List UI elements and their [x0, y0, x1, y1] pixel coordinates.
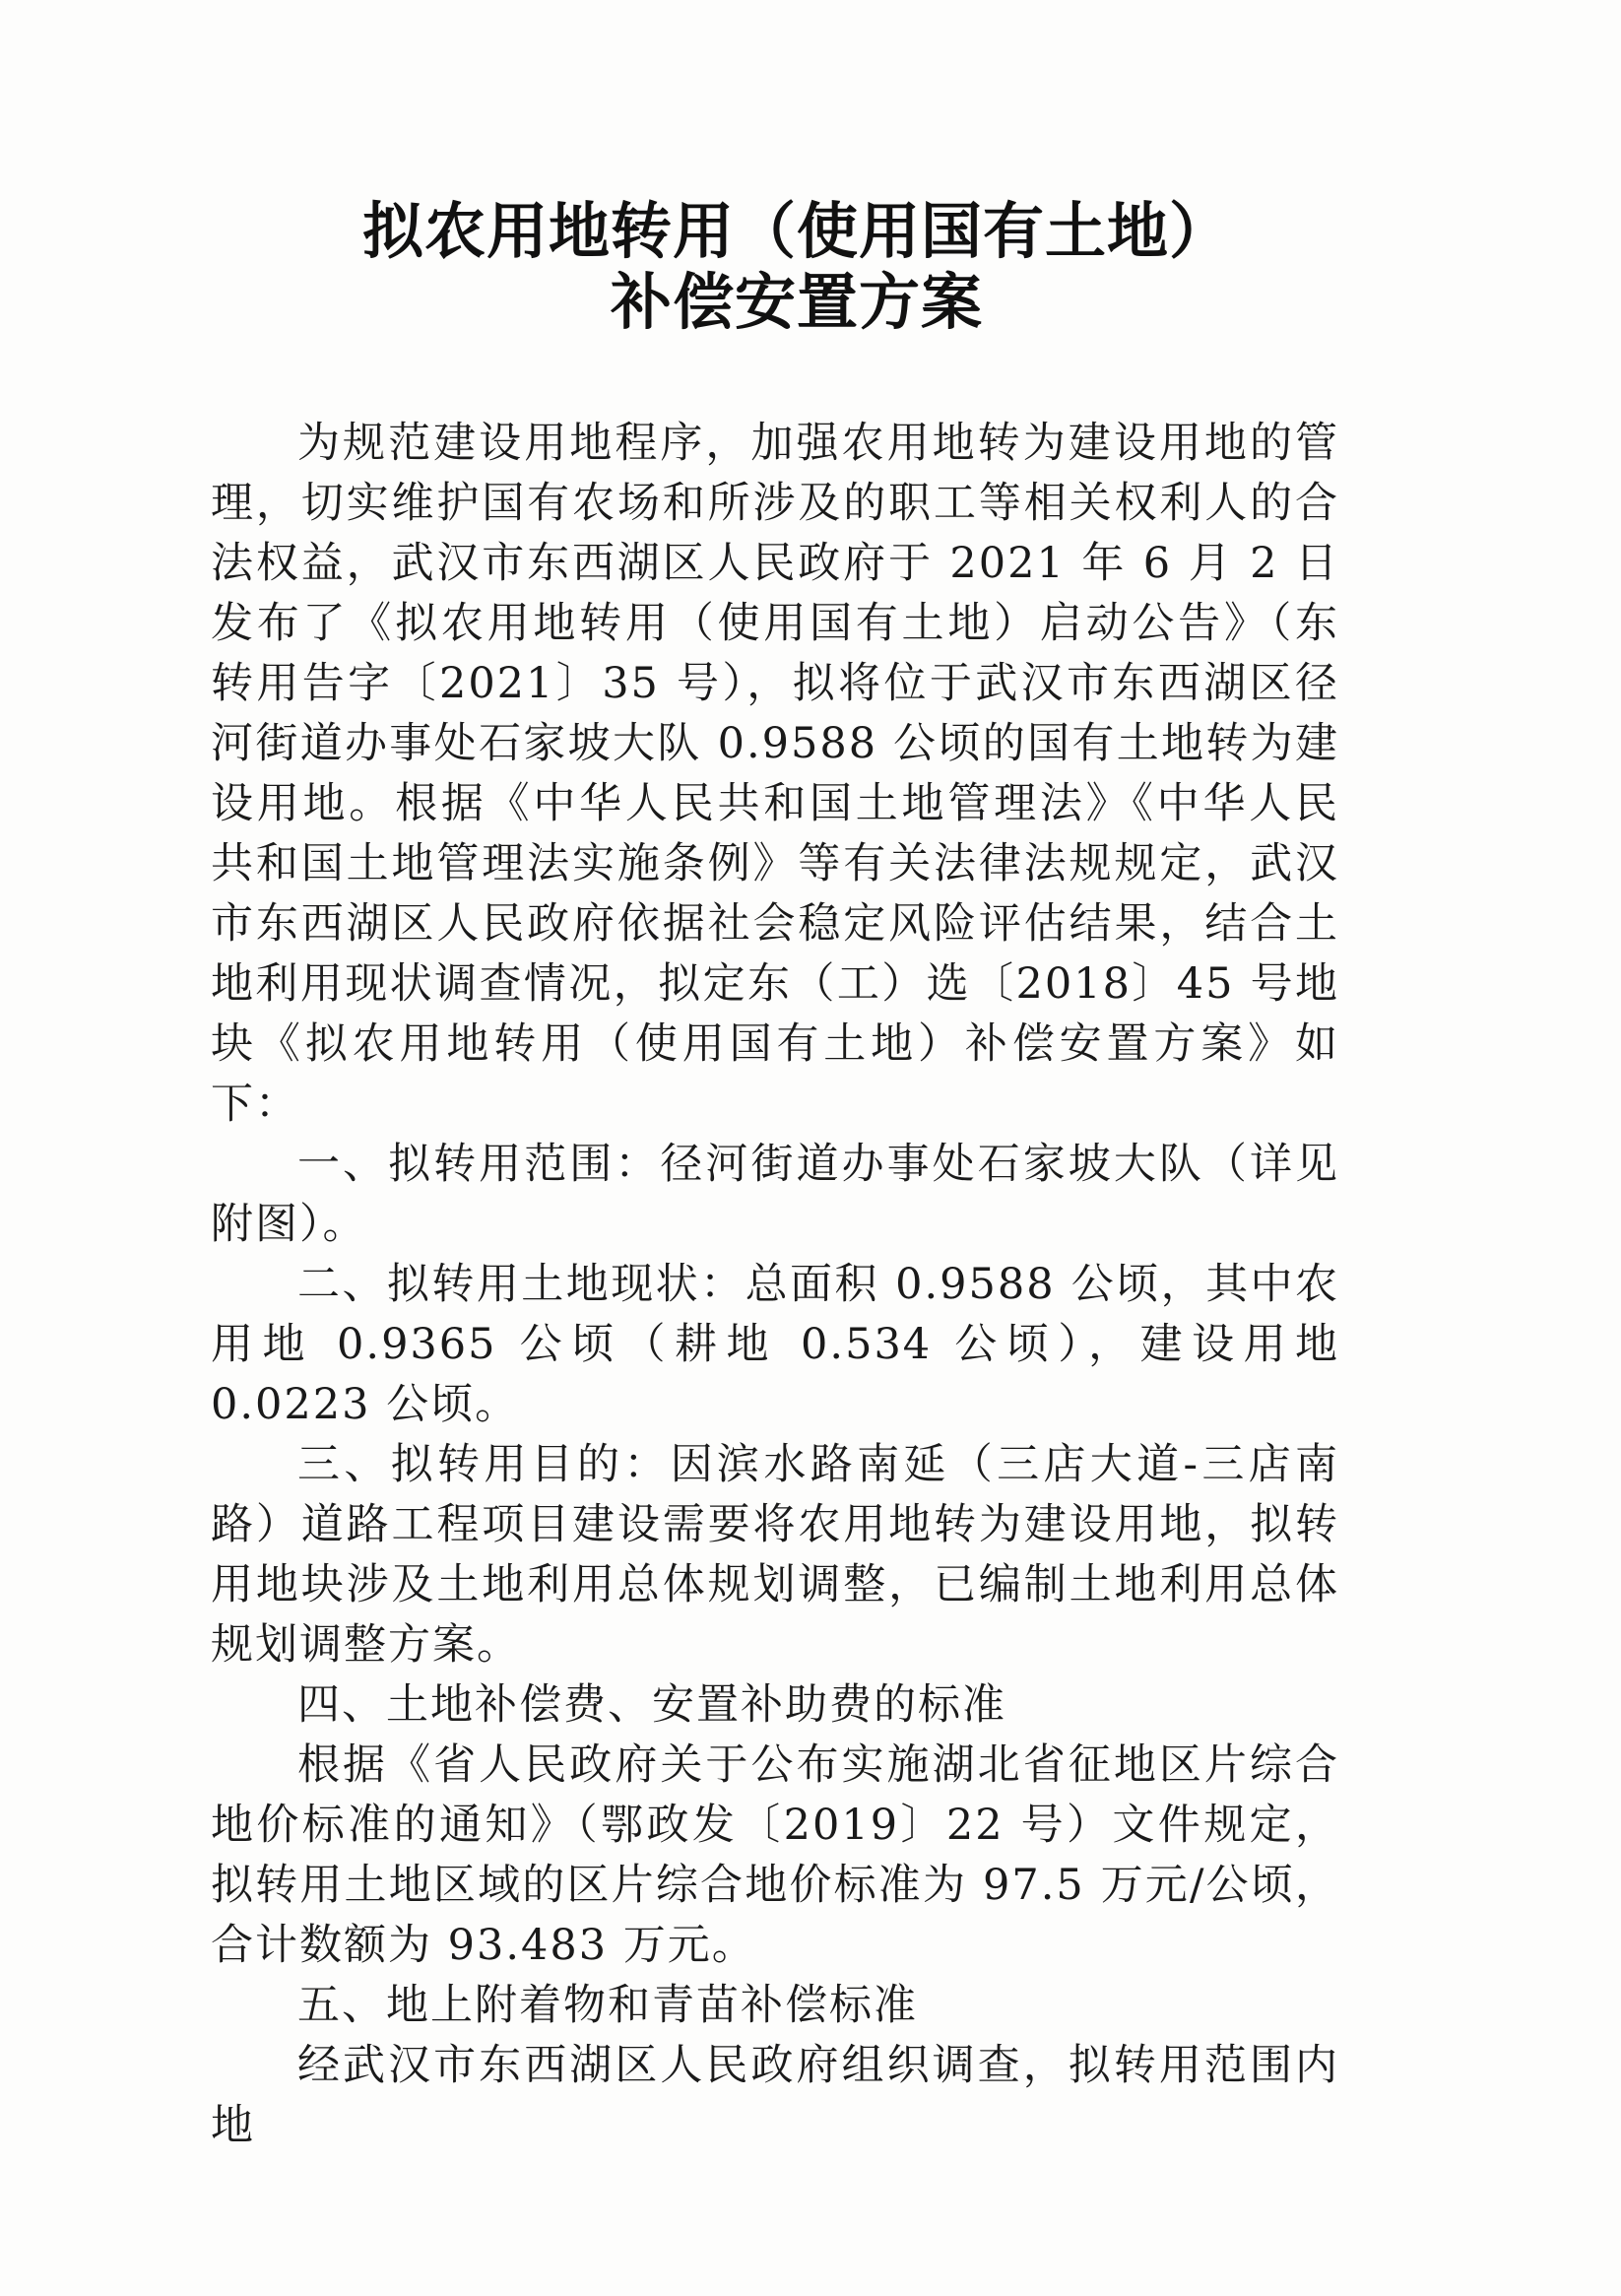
section-heading-compensation: 四、土地补偿费、安置补助费的标准	[297, 1680, 1006, 1730]
paragraph-compensation-standard: 根据《省人民政府关于公布实施湖北省征地区片综合地价标准的通知》（鄂政发〔2019〕22 号）文件规定，拟转用土地区域的区片综合地价标准为 97.5 万元/公顷，合计数额为 93.483 万元。	[211, 1740, 1339, 1970]
paragraph-scope: 一、拟转用范围：径河街道办事处石家坡大队（详见附图）。	[211, 1140, 1339, 1249]
document-title-line-1: 拟农用地转用（使用国有土地）	[361, 195, 1231, 267]
section-heading-attachments: 五、地上附着物和青苗补偿标准	[297, 1981, 918, 2030]
document-body	[211, 414, 1339, 2156]
paragraph-intro: 为规范建设用地程序，加强农用地转为建设用地的管理，切实维护国有农场和所涉及的职工等相关权利人的合法权益，武汉市东西湖区人民政府于 2021 年 6 月 2 日发布了《拟农用地转用（使用国有土地）启动公告》（东转用告字〔2021〕35 号），拟将位于武汉市东西湖区径河街道办事处石家坡大队 0.9588 公顷的国有土地转为建设用地。根据《中华人民共和国土地管理法》《中华人民共和国土地管理法实施条例》等有关法律法规规定，武汉市东西湖区人民政府依据社会稳定风险评估结果，结合土地利用现状调查情况，拟定东（工）选〔2018〕45 号地块《拟农用地转用（使用国有土地）补偿安置方案》如下：	[211, 419, 1339, 1129]
paragraph-survey: 经武汉市东西湖区人民政府组织调查，拟转用范围内地	[211, 2041, 1339, 2150]
document-title-line-2: 补偿安置方案	[610, 266, 983, 338]
paragraph-purpose: 三、拟转用目的：因滨水路南延（三店大道-三店南路）道路工程项目建设需要将农用地转为建设用地，拟转用地块涉及土地利用总体规划调整，已编制土地利用总体规划调整方案。	[211, 1440, 1339, 1670]
paragraph-land-status: 二、拟转用土地现状：总面积 0.9588 公顷，其中农用地 0.9365 公顷（耕地 0.534 公顷），建设用地 0.0223 公顷。	[211, 1260, 1339, 1429]
